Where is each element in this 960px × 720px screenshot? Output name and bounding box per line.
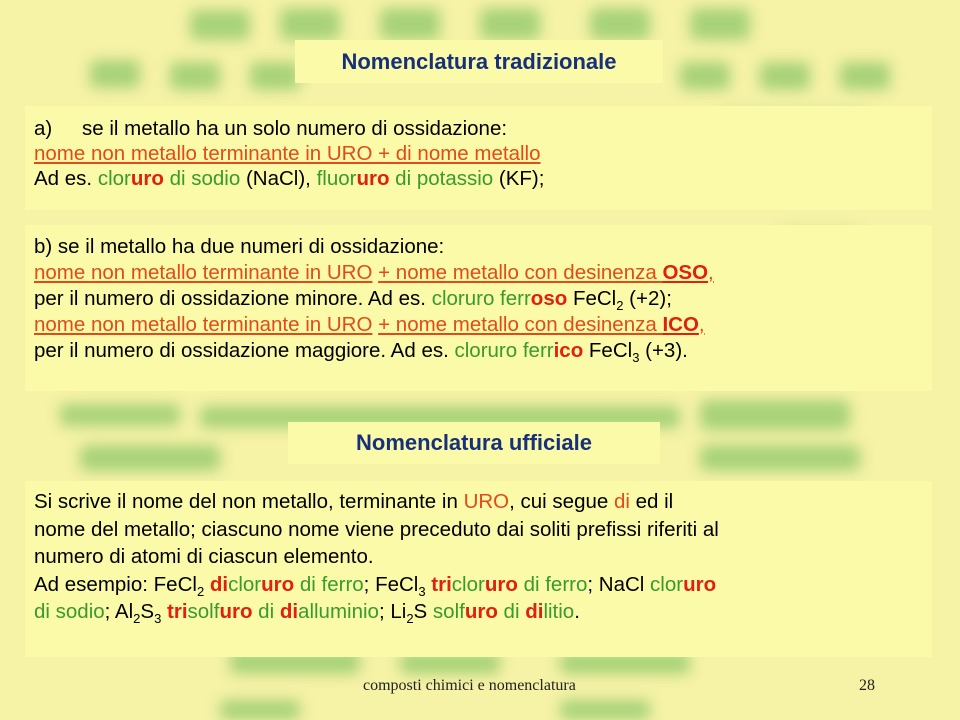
ex1-prefix-tri: tri xyxy=(431,572,452,596)
rule-a-example xyxy=(34,166,932,191)
ex-fecl2-formula: FeCl xyxy=(567,287,617,310)
rule-b-example-minor xyxy=(34,286,932,312)
rule-a-heading xyxy=(34,116,932,141)
ex1-uro-2: uro xyxy=(484,572,518,596)
ex1-uro: uro xyxy=(261,572,295,596)
ex1-clor-2: clor xyxy=(451,572,485,596)
ex-nacl-formula: (NaCl), xyxy=(240,167,317,190)
ex2-s-2: S xyxy=(413,600,433,623)
ex1-clor-3: clor xyxy=(650,572,684,596)
rule-a-formula-text: nome non metallo terminante in URO + di nome metallo xyxy=(34,142,541,165)
ex1-uro-3: uro xyxy=(683,572,717,596)
rule-b-minor-text: per il numero di ossidazione minore. Ad es. xyxy=(34,287,432,310)
ex2-litio: litio xyxy=(543,600,575,623)
ex-fecl2-ox: (+2); xyxy=(623,287,672,310)
ex2-period: . xyxy=(574,600,580,623)
footer-label: composti chimici e nomenclatura xyxy=(363,677,576,694)
official-p1-c: , cui segue xyxy=(509,490,614,513)
ex-fluoride-metal: di potassio xyxy=(389,167,494,190)
official-uro: URO xyxy=(463,490,510,513)
ex2-prefix-di-2: di xyxy=(525,600,544,623)
official-example-2 xyxy=(34,598,932,626)
ex1-nacl: ; NaCl xyxy=(587,572,651,596)
ex-fluoride-root: fluor xyxy=(316,167,357,190)
ex-ferric-root: cloruro ferr xyxy=(454,339,554,362)
ex2-prefix-di: di xyxy=(279,600,299,623)
rule-b-oso-comma: , xyxy=(708,261,714,284)
rule-b-box xyxy=(25,225,932,391)
ex2-sodio: di sodio xyxy=(34,600,105,623)
ex1-a-sub: 2 xyxy=(196,583,205,599)
rule-b-formula-ico xyxy=(34,312,932,338)
rule-a-formula xyxy=(34,141,932,166)
official-rule-box xyxy=(25,481,932,657)
page-number: 28 xyxy=(859,677,875,694)
rule-b-example-major xyxy=(34,338,932,364)
section-title-official-text: Nomenclatura ufficiale xyxy=(356,430,592,455)
official-p1-a: Si scrive il nome del non metallo, terminante in xyxy=(34,490,464,513)
rule-b-heading: b) se il metallo ha due numeri di ossidazione: xyxy=(34,235,445,258)
ex2-s: S xyxy=(140,600,155,623)
ex-fecl2-subscript: 2 xyxy=(616,298,624,314)
rule-a-box xyxy=(25,106,932,210)
ex2-li-sub: 2 xyxy=(406,611,414,627)
rule-b-ico-part2: + nome metallo con desinenza xyxy=(378,313,663,336)
ex2-al: ; Al xyxy=(104,600,134,623)
ex2-di-link: di xyxy=(252,600,280,623)
ex-fecl3-ox: (+3). xyxy=(639,339,688,362)
ex-ferric-suffix: ico xyxy=(553,339,584,362)
section-title-traditional-text: Nomenclatura tradizionale xyxy=(341,48,617,74)
rule-b-major-text: per il numero di ossidazione maggiore. Ad es. xyxy=(34,339,455,362)
ex-chloride-suffix: uro xyxy=(130,167,164,190)
ex2-di-link-2: di xyxy=(497,600,526,623)
rule-b-oso-part2: + nome metallo con desinenza xyxy=(378,261,663,284)
rule-a-example-prefix: Ad es. xyxy=(34,167,98,190)
official-p1-e: ed il xyxy=(629,490,674,513)
ex1-g: ; FeCl xyxy=(363,572,419,596)
ex2-li: ; Li xyxy=(378,600,407,623)
section-title-official xyxy=(288,422,660,464)
official-line-3: numero di atomi di ciascun elemento. xyxy=(34,545,374,568)
official-example-1 xyxy=(34,571,932,599)
official-di: di xyxy=(613,490,630,513)
ex1-g-sub: 3 xyxy=(418,583,426,599)
ex2-uro-2: uro xyxy=(464,600,498,623)
ex1-ferro: di ferro xyxy=(294,572,364,596)
ex-chloride-metal: di sodio xyxy=(163,167,241,190)
ex-fluoride-suffix: uro xyxy=(356,167,390,190)
rule-b-formula-oso xyxy=(34,260,932,286)
ex2-s-sub: 3 xyxy=(154,611,162,627)
rule-a-marker: a) xyxy=(34,117,53,140)
rule-b-ico-comma: , xyxy=(698,313,705,336)
ex-kf-formula: (KF); xyxy=(493,167,545,190)
ex-fecl3-subscript: 3 xyxy=(632,350,640,366)
official-line-1 xyxy=(34,488,932,516)
ex2-prefix-tri: tri xyxy=(167,600,188,623)
ex1-prefix-di: di xyxy=(209,572,229,596)
rule-a-heading-text: se il metallo ha un solo numero di ossidazione: xyxy=(82,117,508,140)
ex1-ferro-2: di ferro xyxy=(517,572,588,596)
ex2-alluminio: alluminio xyxy=(298,600,379,623)
ex-ferrous-suffix: oso xyxy=(530,287,568,310)
ex2-al-sub: 2 xyxy=(133,611,141,627)
section-title-traditional xyxy=(295,40,663,83)
ex-ferrous-root: cloruro ferr xyxy=(431,287,531,310)
ex2-solf-2: solf xyxy=(432,600,465,623)
ex2-solf: solf xyxy=(187,600,220,623)
ex1-clor: clor xyxy=(228,572,262,596)
rule-b-oso-part1: nome non metallo terminante in URO xyxy=(34,261,373,284)
rule-b-oso-suffix: OSO xyxy=(662,261,709,284)
ex1-a: Ad esempio: FeCl xyxy=(34,572,197,596)
ex2-uro: uro xyxy=(219,600,253,623)
rule-b-ico-part1: nome non metallo terminante in URO xyxy=(34,313,373,336)
ex-fecl3-formula: FeCl xyxy=(583,339,633,362)
official-line-2: nome del metallo; ciascuno nome viene preceduto dai soliti prefissi riferiti al xyxy=(34,517,719,541)
rule-b-ico-suffix: ICO xyxy=(662,313,699,336)
ex-chloride-root: clor xyxy=(97,167,131,190)
